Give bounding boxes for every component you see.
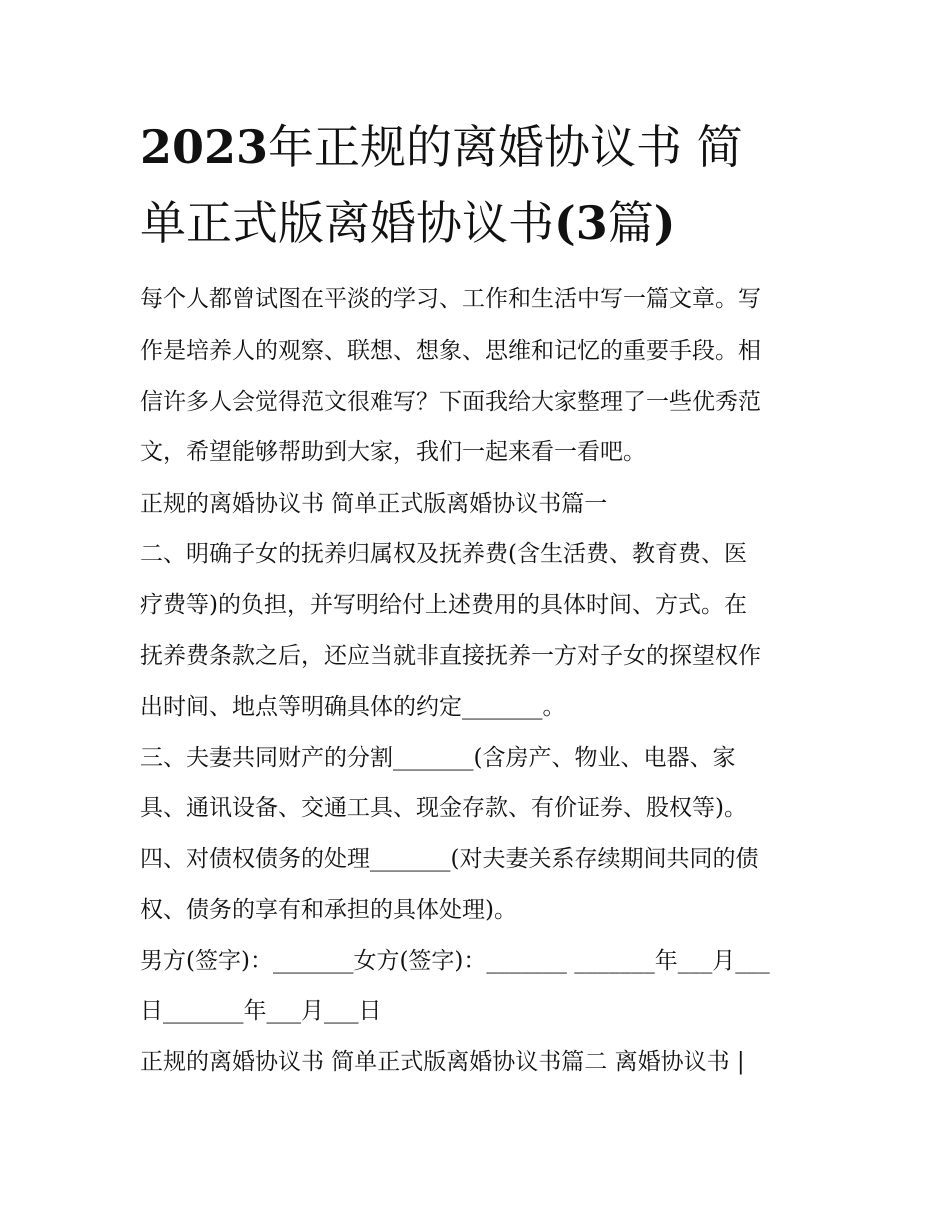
document-title-line-2	[140, 196, 820, 250]
document-title-line-1	[140, 120, 820, 174]
clause-4-line-1: 四、对债权债务的处理_______(对夫妻关系存续期间共同的债	[140, 846, 759, 872]
title-count-unit: 篇	[607, 196, 654, 250]
signature-line-2: 日_______年___月___日	[140, 998, 382, 1024]
clause-2-line-2: 疗费等)的负担，并写明给付上述费用的具体时间、方式。在	[140, 592, 747, 618]
clause-2-line-3: 抚养费条款之后，还应当就非直接抚养一方对子女的探望权作	[140, 643, 761, 669]
intro-line-1: 每个人都曾试图在平淡的学习、工作和生活中写一篇文章。写	[140, 286, 761, 312]
title-count-open: (3	[554, 196, 608, 250]
title-text: 年正规的离婚协议书 简	[268, 120, 743, 174]
clause-2-line-4: 出时间、地点等明确具体的约定_______。	[140, 694, 566, 720]
clause-3-line-1: 三、夫妻共同财产的分割_______(含房产、物业、电器、家	[140, 745, 736, 771]
clause-4-line-2: 权、债务的享有和承担的具体处理)。	[140, 897, 517, 923]
clause-2-line-1: 二、明确子女的抚养归属权及抚养费(含生活费、教育费、医	[140, 541, 747, 567]
intro-line-3: 信许多人会觉得范文很难写？下面我给大家整理了一些优秀范	[140, 389, 761, 415]
clause-3-line-2: 具、通讯设备、交通工具、现金存款、有价证券、股权等)。	[140, 795, 747, 821]
title-year: 2023	[140, 120, 269, 174]
title-count-close: )	[653, 196, 676, 250]
intro-line-4: 文，希望能够帮助到大家，我们一起来看一看吧。	[140, 439, 646, 465]
section-heading-1: 正规的离婚协议书 简单正式版离婚协议书篇一	[140, 491, 608, 517]
signature-line-1: 男方(签字)：_______女方(签字)：_______ _______年___月___	[140, 948, 770, 974]
intro-line-2: 作是培养人的观察、联想、想象、思维和记忆的重要手段。相	[140, 338, 761, 364]
section-heading-2: 正规的离婚协议书 简单正式版离婚协议书篇二 离婚协议书 |	[140, 1049, 745, 1075]
title-text: 单正式版离婚协议书	[140, 196, 554, 250]
